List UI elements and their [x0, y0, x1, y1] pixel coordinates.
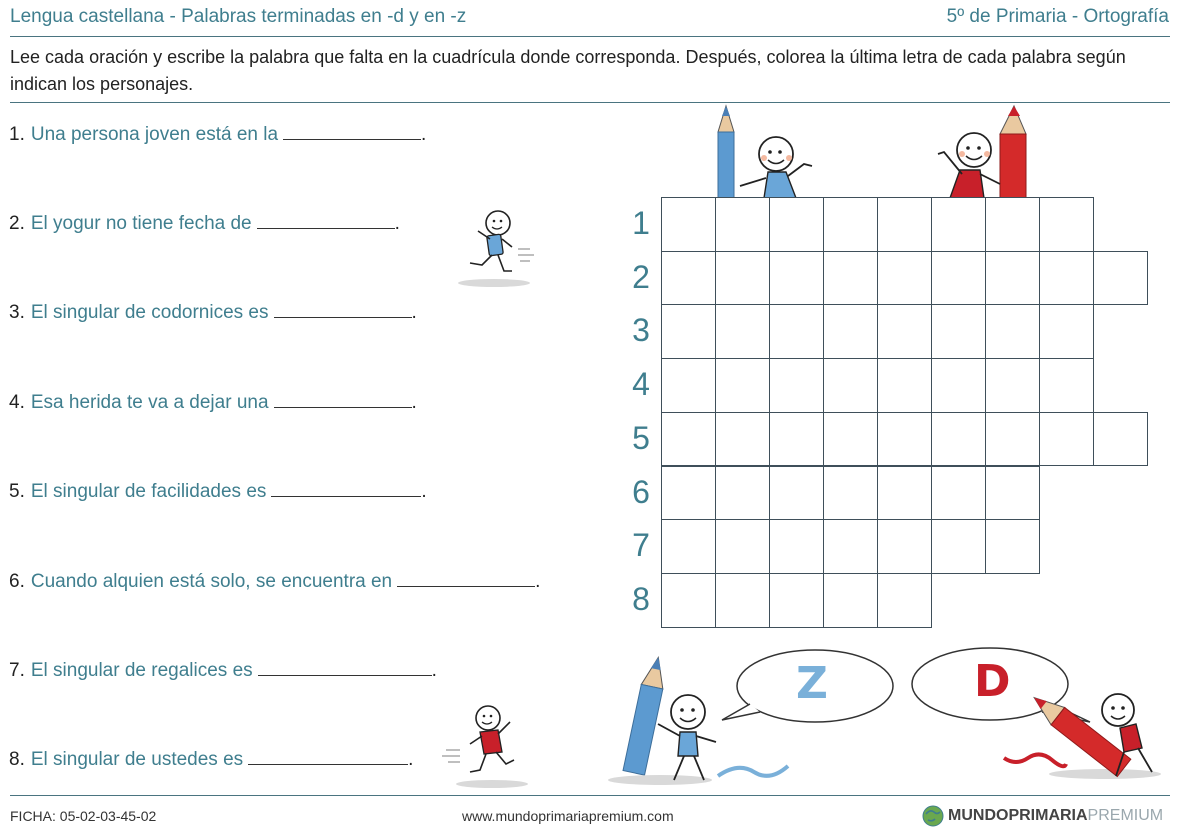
grid-cell[interactable]: [769, 251, 824, 306]
sentence-text: El singular de codornices es: [30, 302, 269, 323]
grid-row-number: 3: [632, 312, 650, 349]
grid-cell[interactable]: [877, 197, 932, 252]
sentence-1: [9, 121, 426, 146]
grid-cell[interactable]: [769, 412, 824, 467]
grid-cell[interactable]: [877, 251, 932, 306]
grid-row-number: 5: [632, 419, 650, 456]
grid-cell[interactable]: [931, 412, 986, 467]
sentence-text: El singular de facilidades es: [30, 481, 267, 502]
grid-cell[interactable]: [823, 197, 878, 252]
grid-cell[interactable]: [661, 251, 716, 306]
grid-cell[interactable]: [823, 519, 878, 574]
grid-cell[interactable]: [877, 573, 932, 628]
grid-cell[interactable]: [661, 466, 716, 521]
sentence-6: [9, 568, 540, 593]
grid-cell[interactable]: [823, 358, 878, 413]
grid-row-number: 6: [632, 473, 650, 510]
answer-blank[interactable]: [258, 657, 432, 676]
globe-icon: [922, 805, 944, 827]
sentence-period: .: [431, 660, 437, 681]
grid-cell[interactable]: [715, 251, 770, 306]
sentence-number: 6.: [9, 571, 25, 592]
sentence-5: [9, 478, 427, 503]
grid-cell[interactable]: [1039, 412, 1094, 467]
sentence-text: El yogur no tiene fecha de: [30, 213, 252, 234]
sentence-number: 4.: [9, 392, 25, 413]
running-kid-blue-illustration: [452, 205, 538, 290]
grid-cell[interactable]: [985, 412, 1040, 467]
sentence-number: 1.: [9, 124, 25, 145]
sentence-period: .: [394, 213, 400, 234]
sentence-period: .: [421, 124, 427, 145]
blue-pencil-kid-illustration: [700, 104, 820, 200]
ficha-code: FICHA: 05-02-03-45-02: [10, 808, 157, 824]
answer-blank[interactable]: [397, 568, 535, 587]
grid-cell[interactable]: [985, 304, 1040, 359]
d-bubble-letter: D: [974, 656, 1011, 707]
grid-cell[interactable]: [769, 358, 824, 413]
grid-cell[interactable]: [823, 251, 878, 306]
grid-cell[interactable]: [1039, 358, 1094, 413]
grid-row-number: 2: [632, 258, 650, 295]
brand-logo: [922, 805, 1163, 827]
sentence-text: El singular de ustedes es: [30, 749, 244, 770]
grid-cell[interactable]: [823, 412, 878, 467]
running-kid-red-illustration: [440, 700, 532, 792]
sentence-period: .: [421, 481, 427, 502]
grid-cell[interactable]: [931, 466, 986, 521]
sentence-period: .: [535, 571, 541, 592]
grid-cell[interactable]: [661, 412, 716, 467]
answer-blank[interactable]: [274, 299, 412, 318]
grid-cell[interactable]: [877, 519, 932, 574]
sentence-8: [9, 746, 413, 771]
sentence-number: 2.: [9, 213, 25, 234]
grid-row-number: 8: [632, 580, 650, 617]
grid-cell[interactable]: [877, 358, 932, 413]
grid-cell[interactable]: [931, 251, 986, 306]
footer-divider: [10, 795, 1170, 796]
instructions-text: Lee cada oración y escribe la palabra que falta en la cuadrícula donde corresponda. Después, colorea la última letra de cada palabra según indican los personajes.: [10, 47, 1126, 94]
grid-cell[interactable]: [1039, 251, 1094, 306]
red-pencil-kid-illustration: [932, 104, 1044, 200]
grid-cell[interactable]: [769, 519, 824, 574]
sentence-number: 8.: [9, 749, 25, 770]
instructions-divider: [10, 102, 1170, 103]
grid-cell[interactable]: [877, 412, 932, 467]
grid-cell[interactable]: [931, 519, 986, 574]
grid-cell[interactable]: [661, 304, 716, 359]
grid-cell[interactable]: [769, 197, 824, 252]
grid-cell[interactable]: [931, 304, 986, 359]
sentence-period: .: [411, 392, 417, 413]
website-url: www.mundoprimariapremium.com: [462, 808, 674, 824]
brand-bold: MUNDOPRIMARIA: [948, 807, 1088, 824]
brand-light: PREMIUM: [1087, 807, 1164, 824]
grid-cell[interactable]: [1093, 251, 1148, 306]
sentence-text: Esa herida te va a dejar una: [30, 392, 269, 413]
grid-cell[interactable]: [1093, 412, 1148, 467]
grid-cell[interactable]: [877, 304, 932, 359]
sentence-period: .: [408, 749, 414, 770]
grid-cell[interactable]: [715, 412, 770, 467]
worksheet-grade-title: 5º de Primaria - Ortografía: [946, 6, 1169, 27]
grid-cell[interactable]: [661, 573, 716, 628]
grid-cell[interactable]: [823, 304, 878, 359]
grid-cell[interactable]: [985, 251, 1040, 306]
grid-cell[interactable]: [985, 358, 1040, 413]
grid-cell[interactable]: [931, 197, 986, 252]
grid-cell[interactable]: [877, 466, 932, 521]
grid-cell[interactable]: [823, 466, 878, 521]
sentence-2: [9, 210, 400, 235]
grid-cell[interactable]: [661, 197, 716, 252]
answer-blank[interactable]: [257, 210, 395, 229]
sentence-number: 5.: [9, 481, 25, 502]
answer-blank[interactable]: [271, 478, 421, 497]
grid-cell[interactable]: [715, 573, 770, 628]
grid-cell[interactable]: [985, 519, 1040, 574]
sentence-number: 3.: [9, 302, 25, 323]
answer-blank[interactable]: [274, 389, 412, 408]
bottom-illustration: [600, 640, 1180, 790]
grid-cell[interactable]: [769, 573, 824, 628]
sentence-period: .: [411, 302, 417, 323]
grid-row-number: 7: [632, 527, 650, 564]
grid-cell[interactable]: [661, 358, 716, 413]
sentence-4: [9, 389, 417, 414]
grid-cell[interactable]: [715, 358, 770, 413]
grid-cell[interactable]: [661, 519, 716, 574]
sentence-text: Una persona joven está en la: [30, 124, 279, 145]
answer-blank[interactable]: [283, 121, 421, 140]
z-bubble-letter: Z: [796, 658, 828, 709]
grid-cell[interactable]: [769, 304, 824, 359]
sentence-7: [9, 657, 437, 682]
grid-cell[interactable]: [1039, 197, 1094, 252]
header-divider: [10, 36, 1170, 37]
grid-cell[interactable]: [823, 573, 878, 628]
sentence-text: Cuando alquien está solo, se encuentra en: [30, 571, 393, 592]
answer-blank[interactable]: [248, 746, 408, 765]
grid-cell[interactable]: [715, 197, 770, 252]
grid-cell[interactable]: [985, 466, 1040, 521]
sentence-3: [9, 299, 417, 324]
grid-cell[interactable]: [1039, 304, 1094, 359]
grid-cell[interactable]: [715, 519, 770, 574]
sentence-number: 7.: [9, 660, 25, 681]
grid-row-number: 1: [632, 205, 650, 241]
grid-cell[interactable]: [769, 466, 824, 521]
worksheet-subject-title: Lengua castellana - Palabras terminadas en -d y en -z: [10, 6, 467, 27]
sentence-text: El singular de regalices es: [30, 660, 253, 681]
grid-cell[interactable]: [715, 466, 770, 521]
grid-row-number: 4: [632, 366, 650, 403]
grid-cell[interactable]: [985, 197, 1040, 252]
grid-cell[interactable]: [931, 358, 986, 413]
grid-cell[interactable]: [715, 304, 770, 359]
